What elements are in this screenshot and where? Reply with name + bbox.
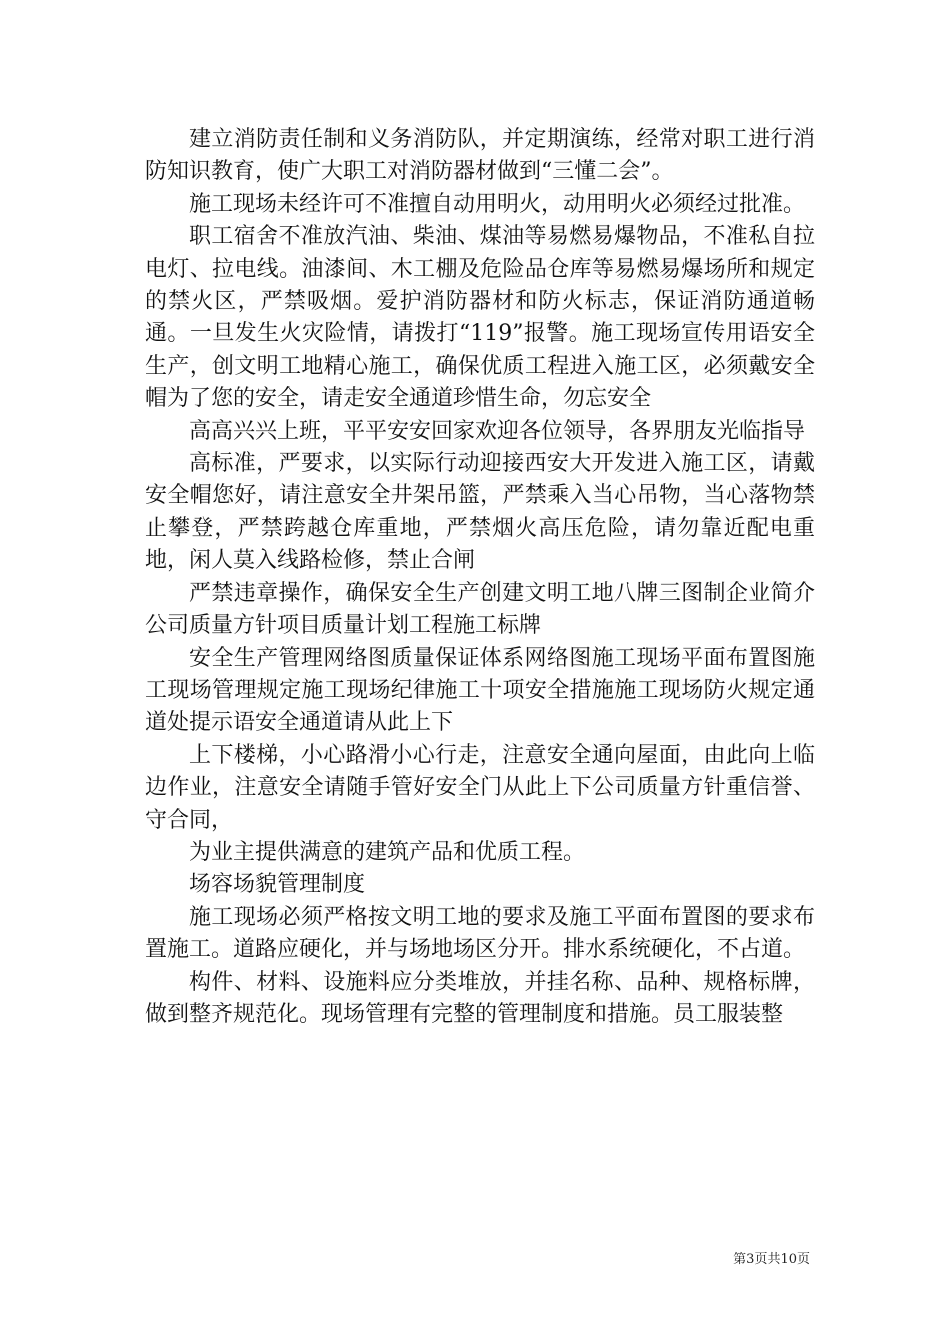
paragraph: 构件、材料、设施料应分类堆放，并挂名称、品种、规格标牌，做到整齐规范化。现场管理有完整的管理制度和措施。员工服装整 [145, 969, 815, 1027]
paragraph: 上下楼梯，小心路滑小心行走，注意安全通向屋面，由此向上临边作业，注意安全请随手管好安全门从此上下公司质量方针重信誉、守合同， [145, 742, 815, 833]
paragraph: 高标准，严要求，以实际行动迎接西安大开发进入施工区，请戴安全帽您好，请注意安全井架吊篮，严禁乘入当心吊物，当心落物禁止攀登，严禁跨越仓库重地，严禁烟火高压危险，请勿靠近配电重地，闲人莫入线路检修，禁止合闸 [145, 451, 815, 574]
page-number: 第3页共10页 [733, 1252, 810, 1267]
paragraph: 职工宿舍不准放汽油、柴油、煤油等易燃易爆物品，不准私自拉电灯、拉电线。油漆间、木工棚及危险品仓库等易燃易爆场所和规定的禁火区，严禁吸烟。爱护消防器材和防火标志，保证消防通道畅通。一旦发生火灾险情，请拨打“119”报警。施工现场宣传用语安全生产，创文明工地精心施工，确保优质工程进入施工区，必须戴安全帽为了您的安全，请走安全通道珍惜生命，勿忘安全 [145, 224, 815, 412]
paragraph: 高高兴兴上班，平平安安回家欢迎各位领导，各界朋友光临指导 [189, 418, 806, 444]
document-body [145, 124, 815, 1031]
paragraph: 建立消防责任制和义务消防队，并定期演练，经常对职工进行消防知识教育，使广大职工对消防器材做到“三懂二会”。 [145, 127, 815, 185]
section-heading: 场容场貌管理制度 [189, 872, 366, 898]
paragraph: 严禁违章操作，确保安全生产创建文明工地八牌三图制企业简介公司质量方针项目质量计划工程施工标牌 [145, 580, 815, 639]
paragraph: 施工现场必须严格按文明工地的要求及施工平面布置图的要求布置施工。道路应硬化，并与场地场区分开。排水系统硬化，不占道。 [145, 904, 815, 963]
paragraph: 施工现场未经许可不准擅自动用明火，动用明火必须经过批准。 [189, 191, 806, 217]
paragraph: 安全生产管理网络图质量保证体系网络图施工现场平面布置图施工现场管理规定施工现场纪律施工十项安全措施施工现场防火规定通道处提示语安全通道请从此上下 [145, 645, 815, 736]
paragraph: 为业主提供满意的建筑产品和优质工程。 [189, 839, 586, 865]
